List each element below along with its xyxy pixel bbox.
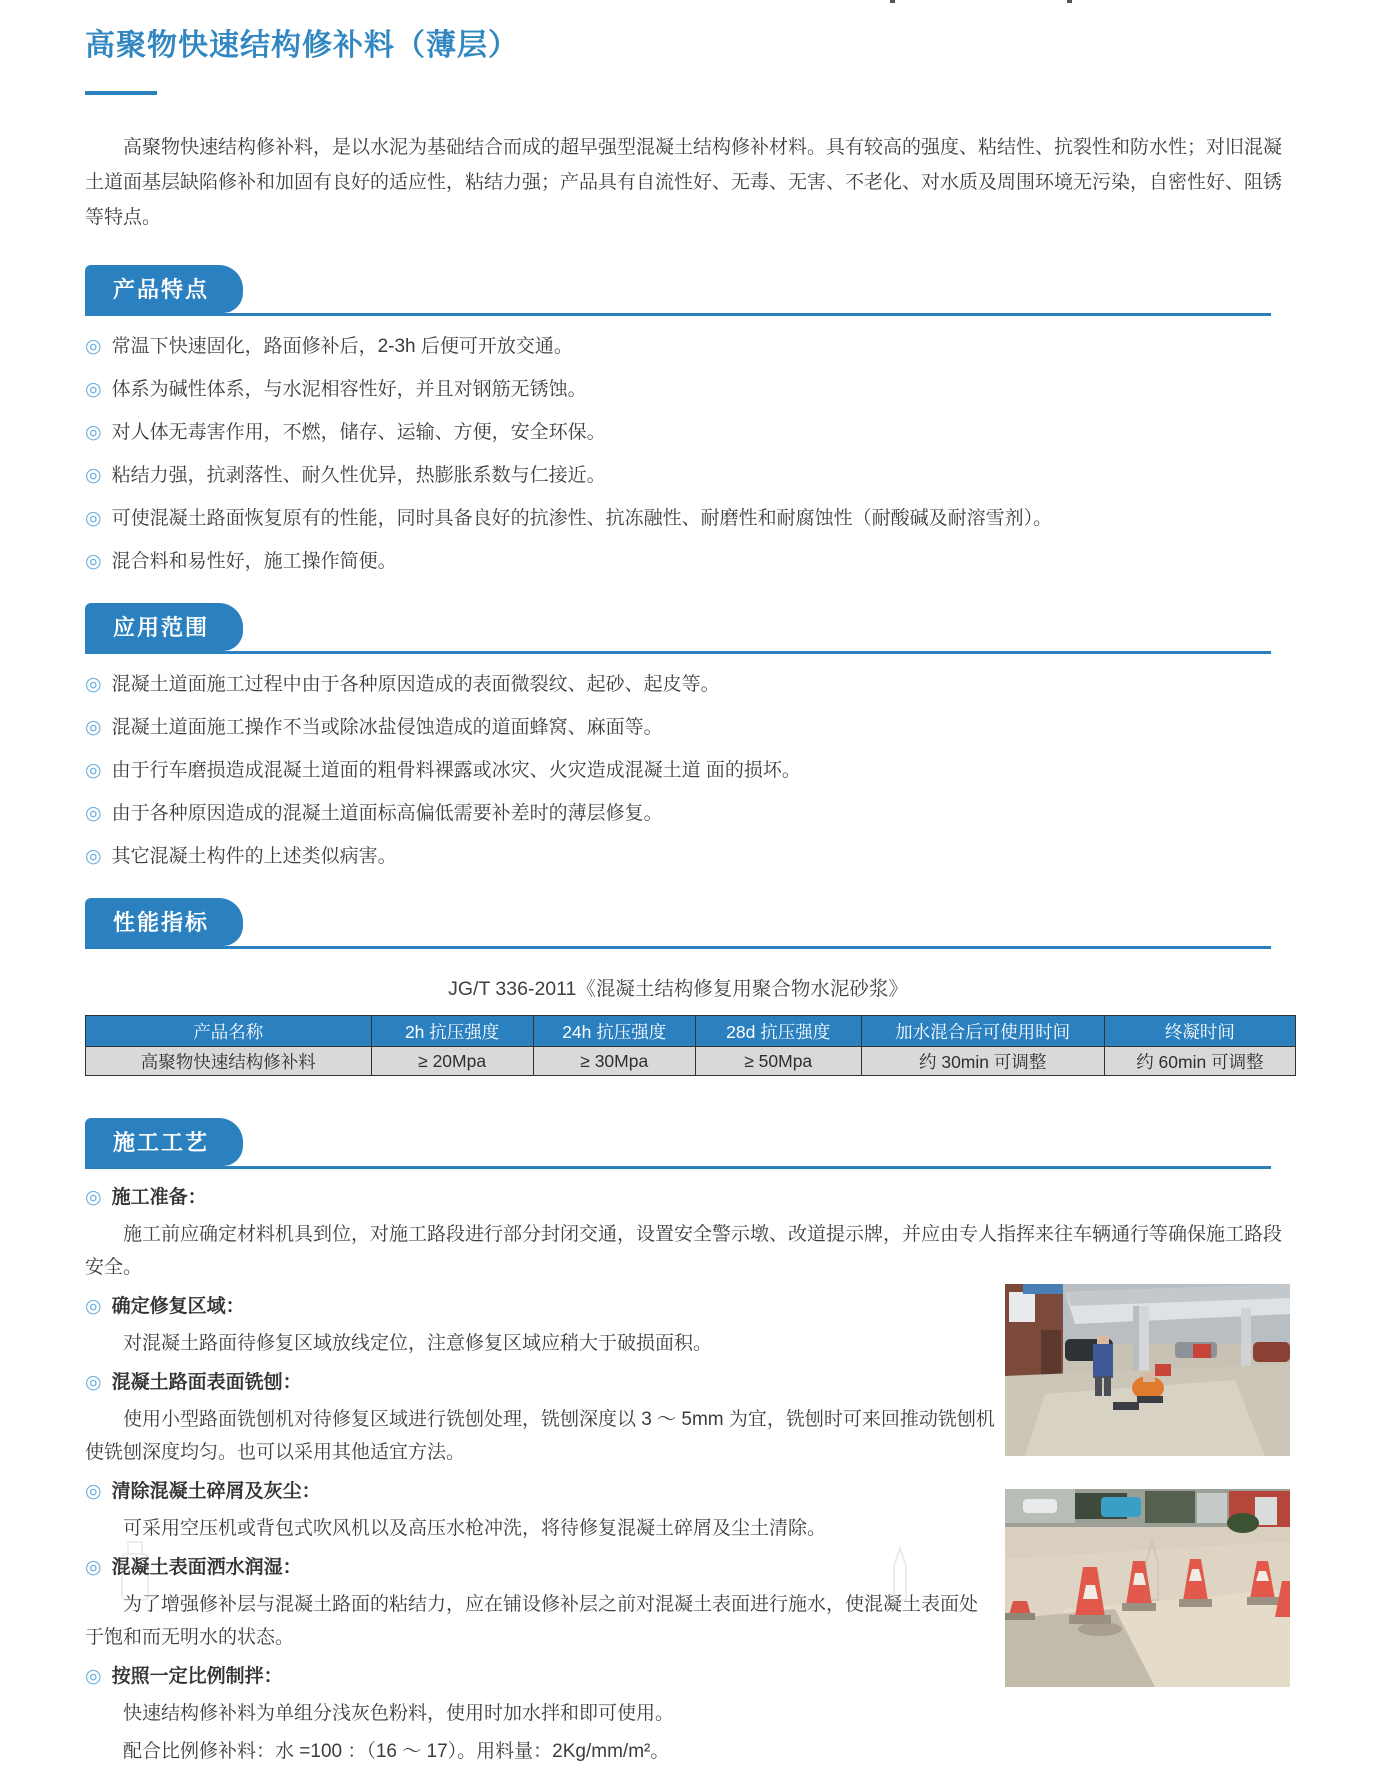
- bullet-icon: ◎: [85, 674, 102, 695]
- title-underline: [85, 91, 157, 95]
- process-step-label: 施工准备：: [111, 1187, 207, 1208]
- list-item: [85, 504, 1300, 534]
- photo-construction-workers: [1005, 1284, 1290, 1456]
- feature-item: 常温下快速固化，路面修补后，2-3h 后便可开放交通。: [111, 336, 573, 357]
- list-item: [85, 842, 1300, 872]
- feature-item: 粘结力强，抗剥落性、耐久性优异，热膨胀系数与仁接近。: [111, 465, 606, 486]
- feature-item: 体系为碱性体系，与水泥相容性好，并且对钢筋无锈蚀。: [111, 379, 587, 400]
- features-list: [85, 332, 1300, 577]
- table-header-cell: 28d 抗压强度: [695, 1016, 861, 1047]
- section-tab-process: 施工工艺: [85, 1118, 243, 1166]
- list-item: [85, 461, 1300, 491]
- bullet-icon: ◎: [85, 336, 102, 357]
- bullet-icon: ◎: [85, 465, 102, 486]
- watermark-bottle-icon: [1130, 1542, 1174, 1605]
- section-header-applications: [85, 603, 1271, 654]
- table-cell: 约 30min 可调整: [861, 1047, 1104, 1076]
- bullet-icon: ◎: [85, 1481, 102, 1502]
- table-header-row: [86, 1016, 1296, 1047]
- page-title: 高聚物快速结构修补料（薄层）: [85, 29, 519, 62]
- table-cell: ≥ 50Mpa: [695, 1047, 861, 1076]
- list-item: [85, 332, 1300, 362]
- table-cell: ≥ 30Mpa: [533, 1047, 695, 1076]
- performance-table: [85, 1015, 1296, 1076]
- feature-item: 混合料和易性好，施工操作简便。: [111, 551, 397, 572]
- bullet-icon: ◎: [85, 508, 102, 529]
- list-item: [85, 756, 1300, 786]
- list-item: [85, 547, 1300, 577]
- applications-list: [85, 670, 1300, 872]
- table-row: [86, 1047, 1296, 1076]
- table-header-cell: 产品名称: [86, 1016, 372, 1047]
- process-step: [85, 1183, 1300, 1284]
- table-header-cell: 加水混合后可使用时间: [861, 1016, 1104, 1047]
- standard-reference: JG/T 336-2011《混凝土结构修复用聚合物水泥砂浆》: [448, 978, 908, 1000]
- process-step-label: 混凝土表面洒水润湿：: [111, 1557, 302, 1578]
- feature-item: 可使混凝土路面恢复原有的性能，同时具备良好的抗渗性、抗冻融性、耐磨性和耐腐蚀性（耐酸碱及耐溶雪剂）。: [111, 508, 1053, 529]
- application-item: 混凝土道面施工过程中由于各种原因造成的表面微裂纹、起砂、起皮等。: [111, 674, 720, 695]
- bullet-icon: ◎: [85, 1372, 102, 1393]
- bullet-icon: ◎: [85, 1666, 102, 1687]
- process-step-label: 混凝土路面表面铣刨：: [111, 1372, 302, 1393]
- process-step-body: 使用小型路面铣刨机对待修复区域进行铣刨处理，铣刨深度以 3 ～ 5mm 为宜，铣刨时可来回推动铣刨机使铣刨深度均匀。也可以采用其他适宜方法。: [85, 1409, 995, 1463]
- process-step-label: 确定修复区域：: [111, 1296, 245, 1317]
- list-item: [85, 713, 1300, 743]
- process-step-label: 按照一定比例制拌：: [111, 1666, 283, 1687]
- process-section: [85, 1183, 1300, 1768]
- table-cell: ≥ 20Mpa: [371, 1047, 533, 1076]
- process-step-body: 对混凝土路面待修复区域放线定位，注意修复区域应稍大于破损面积。: [123, 1333, 713, 1354]
- list-item: [85, 799, 1300, 829]
- bullet-icon: ◎: [85, 1557, 102, 1578]
- bullet-icon: ◎: [85, 760, 102, 781]
- intro-paragraph: 高聚物快速结构修补料，是以水泥为基础结合而成的超早强型混凝土结构修补材料。具有较高的强度、粘结性、抗裂性和防水性；对旧混凝土道面基层缺陷修补和加固有良好的适应性，粘结力强；产品具有自流性好、无毒、无害、不老化、对水质及周围环境无污染，自密性好、阻锈等特点。: [85, 137, 1283, 228]
- list-item: [85, 375, 1300, 405]
- list-item: [85, 670, 1300, 700]
- section-tab-features: 产品特点: [85, 265, 243, 313]
- table-header-cell: 2h 抗压强度: [371, 1016, 533, 1047]
- process-step-label: 清除混凝土碎屑及灰尘：: [111, 1481, 321, 1502]
- process-step-body: 为了增强修补层与混凝土路面的粘结力，应在铺设修补层之前对混凝土表面进行施水，使混凝土表面处于饱和而无明水的状态。: [85, 1594, 979, 1648]
- watermark-bottle-icon: [880, 1548, 920, 1605]
- bullet-icon: ◎: [85, 422, 102, 443]
- list-item: [85, 418, 1300, 448]
- watermark-bottle-icon: [110, 1540, 160, 1605]
- bullet-icon: ◎: [85, 551, 102, 572]
- bullet-icon: ◎: [85, 1187, 102, 1208]
- application-item: 由于行车磨损造成混凝土道面的粗骨料裸露或冰灾、火灾造成混凝土道 面的损坏。: [111, 760, 801, 781]
- bullet-icon: ◎: [85, 1296, 102, 1317]
- process-step-body: 配合比例修补料：水 =100 ：（16 ～ 17）。用料量：2Kg/mm/m²。: [123, 1741, 670, 1762]
- process-step-body: 施工前应确定材料机具到位，对施工路段进行部分封闭交通，设置安全警示墩、改道提示牌，并应由专人指挥来往车辆通行等确保施工路段安全。: [85, 1224, 1283, 1278]
- table-cell: 约 60min 可调整: [1104, 1047, 1295, 1076]
- section-header-performance: [85, 898, 1271, 949]
- section-header-features: [85, 265, 1271, 316]
- bullet-icon: ◎: [85, 803, 102, 824]
- section-tab-performance: 性能指标: [85, 898, 243, 946]
- bullet-icon: ◎: [85, 379, 102, 400]
- process-step-body: 可采用空压机或背包式吹风机以及高压水枪冲洗，将待修复混凝土碎屑及尘土清除。: [123, 1518, 827, 1539]
- application-item: 由于各种原因造成的混凝土道面标高偏低需要补差时的薄层修复。: [111, 803, 663, 824]
- application-item: 混凝土道面施工操作不当或除冰盐侵蚀造成的道面蜂窝、麻面等。: [111, 717, 663, 738]
- table-header-cell: 24h 抗压强度: [533, 1016, 695, 1047]
- table-cell: 高聚物快速结构修补料: [86, 1047, 372, 1076]
- section-tab-applications: 应用范围: [85, 603, 243, 651]
- bullet-icon: ◎: [85, 717, 102, 738]
- feature-item: 对人体无毒害作用，不燃，储存、运输、方便，安全环保。: [111, 422, 606, 443]
- process-step-body: 快速结构修补料为单组分浅灰色粉料，使用时加水拌和即可使用。: [123, 1703, 675, 1724]
- application-item: 其它混凝土构件的上述类似病害。: [111, 846, 397, 867]
- bullet-icon: ◎: [85, 846, 102, 867]
- section-header-process: [85, 1118, 1271, 1169]
- table-header-cell: 终凝时间: [1104, 1016, 1295, 1047]
